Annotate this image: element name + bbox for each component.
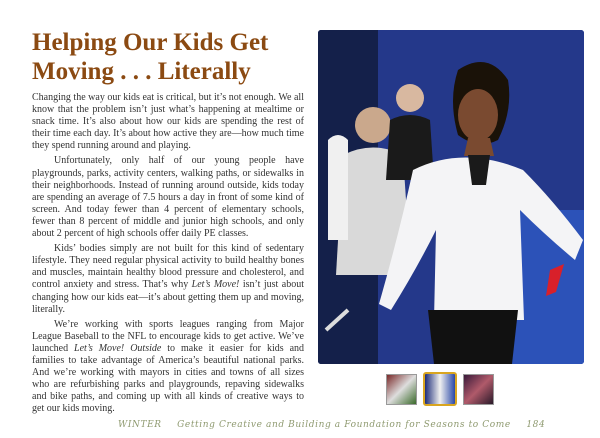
main-photo[interactable] <box>318 30 584 364</box>
emphasis: Let’s Move! Outside <box>74 342 162 354</box>
thumbnail-strip <box>386 372 494 406</box>
page-title: Helping Our Kids Get Moving . . . Literally <box>32 29 269 85</box>
page-footer <box>118 420 557 430</box>
text: isn’t just about changing how our kids eat—it’s about getting them up and moving, literally. <box>32 279 304 315</box>
paragraph-3 <box>32 243 304 316</box>
body-text <box>32 92 304 418</box>
text: to make it easier for kids and families to take advantage of America’s beautiful national parks. And we’re working with mayors in cities and towns of all sizes who are refurbishing parks and playgrounds, repaving sidewalks and bike paths, and coming up with all kinds of creative ways to get our kids moving. <box>32 342 305 415</box>
emphasis: Let’s Move! <box>191 279 240 291</box>
thumbnail-3[interactable] <box>463 374 494 405</box>
photo-illustration <box>318 30 584 364</box>
paragraph-1: Changing the way our kids eat is critical, but it’s not enough. We all know that the problem isn’t just what’s happening at mealtime or snack time. It’s also about how our kids are spending the rest of their time each day. It’s about how active they are—how much time they spend running around and playing. <box>32 92 304 152</box>
footer-section: WINTER <box>118 420 162 430</box>
page-number: 184 <box>526 420 546 430</box>
text: We’re working with sports leagues ranging from Major League Baseball to the NFL to encourage kids to get active. We’ve launched <box>32 318 304 354</box>
paragraph-4 <box>32 319 304 416</box>
footer-chapter: Getting Creative and Building a Foundation for Seasons to Come <box>177 420 511 430</box>
paragraph-2: Unfortunately, only half of our young people have playgrounds, parks, activity centers, walking paths, or sidewalks in their neighborhoods. Instead of running around outside, kids today are spending an average of 7.5 hours a day in front of some kind of screen. And today fewer than 4 percent of elementary schools, fewer than 8 percent of middle and junior high schools, and only about 2 percent of high schools offer daily PE classes. <box>32 155 304 240</box>
text: Kids’ bodies simply are not built for this kind of sedentary lifestyle. They need regular physical activity to build healthy bones and muscles, maintain healthy blood pressure and cholesterol, and control anxiety and stress. That’s why <box>32 243 304 291</box>
thumbnail-1[interactable] <box>386 374 417 405</box>
thumbnail-2-selected[interactable] <box>423 372 457 406</box>
